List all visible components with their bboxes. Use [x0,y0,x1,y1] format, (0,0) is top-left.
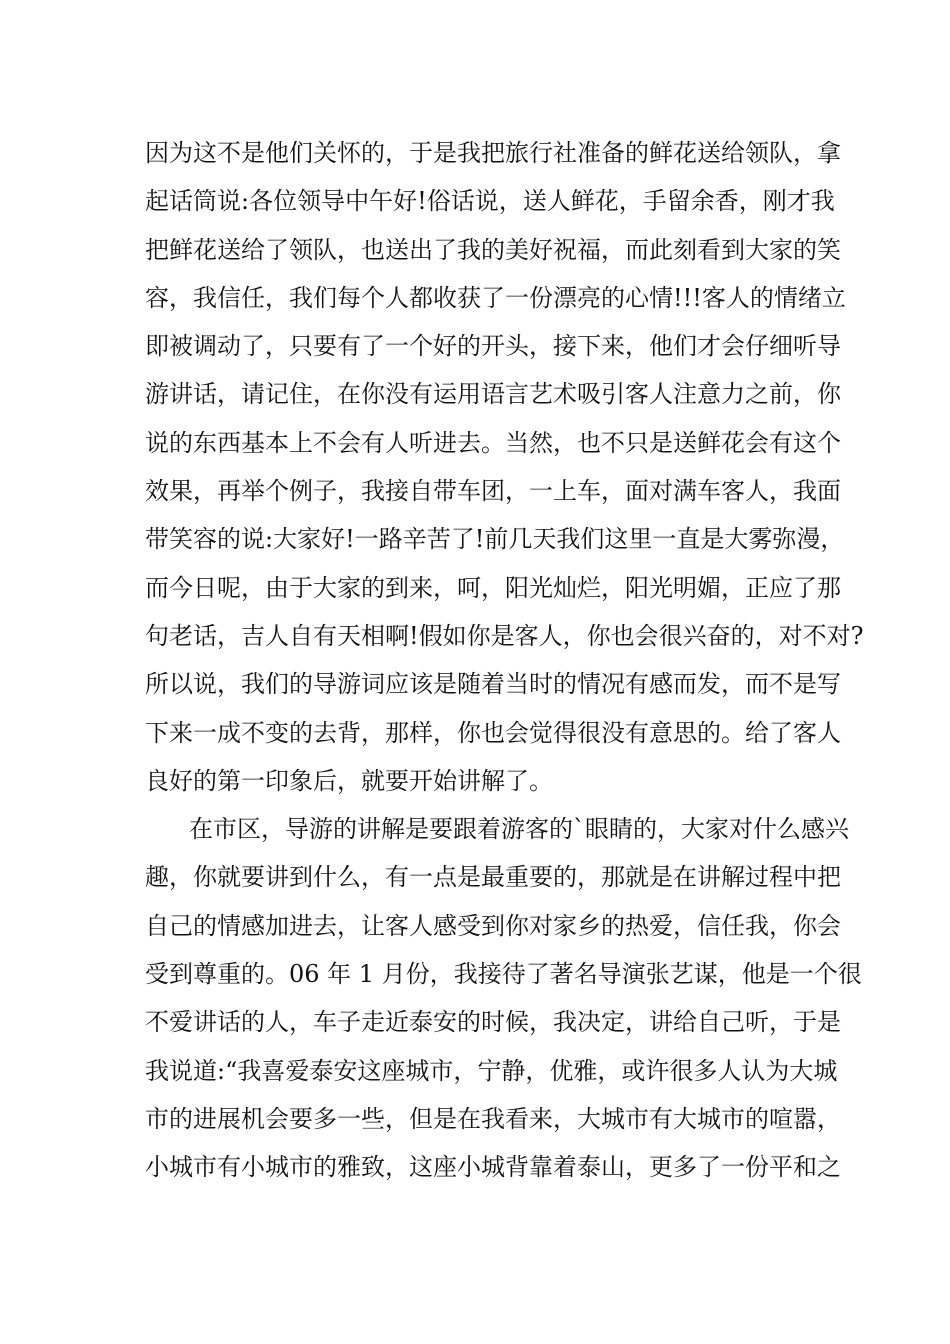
text-line: 市的进展机会要多一些，但是在我看来，大城市有大城市的喧嚣， [145,1104,841,1133]
text-line: 说的东西基本上不会有人听进去。当然，也不只是送鲜花会有这个 [145,428,841,457]
text-line: 小城市有小城市的雅致，这座小城背靠着泰山，更多了一份平和之 [145,1153,841,1182]
text-line: 游讲话，请记住，在你没有运用语言艺术吸引客人注意力之前，你 [145,380,841,409]
text-line: 自己的情感加进去，让客人感受到你对家乡的热爱，信任我，你会 [145,911,841,940]
text-line: 我说道:“我喜爱泰安这座城市，宁静，优雅，或许很多人认为大城 [145,1056,838,1085]
paragraph [145,805,862,1191]
text-line: 带笑容的说:大家好!一路辛苦了!前几天我们这里一直是大雾弥漫， [145,525,845,554]
paragraph [145,129,864,805]
text-line: 在市区，导游的讲解是要跟着游客的`眼睛的，大家对什么感兴 [189,815,849,844]
text-line: 趣，你就要讲到什么，有一点是最重要的，那就是在讲解过程中把 [145,863,841,892]
text-line: 所以说，我们的导游词应该是随着当时的情况有感而发，而不是写 [145,670,841,699]
text-line: 良好的第一印象后，就要开始讲解了。 [145,766,553,795]
text-line: 起话筒说:各位领导中午好!俗话说，送人鲜花，手留余香，刚才我 [145,187,835,216]
text-line: 而今日呢，由于大家的到来，呵，阳光灿烂，阳光明媚，正应了那 [145,573,841,602]
text-line: 不爱讲话的人，车子走近泰安的时候，我决定，讲给自己听，于是 [145,1008,841,1037]
text-line: 因为这不是他们关怀的，于是我把旅行社准备的鲜花送给领队，拿 [145,139,841,167]
text-line: 句老话，吉人自有天相啊!假如你是客人，你也会很兴奋的，对不对? [145,621,864,650]
text-line: 把鲜花送给了领队，也送出了我的美好祝福，而此刻看到大家的笑 [145,235,841,264]
text-line: 即被调动了，只要有了一个好的开头，接下来，他们才会仔细听导 [145,332,841,361]
text-line: 效果，再举个例子，我接自带车团，一上车，面对满车客人，我面 [145,477,841,506]
text-line: 容，我信任，我们每个人都收获了一份漂亮的心情!!!客人的情绪立 [145,283,846,312]
text-line: 下来一成不变的去背，那样，你也会觉得很没有意思的。给了客人 [145,718,841,747]
document-body [145,129,864,1192]
text-line: 受到尊重的。06 年 1 月份，我接待了著名导演张艺谋，他是一个很 [145,960,862,989]
